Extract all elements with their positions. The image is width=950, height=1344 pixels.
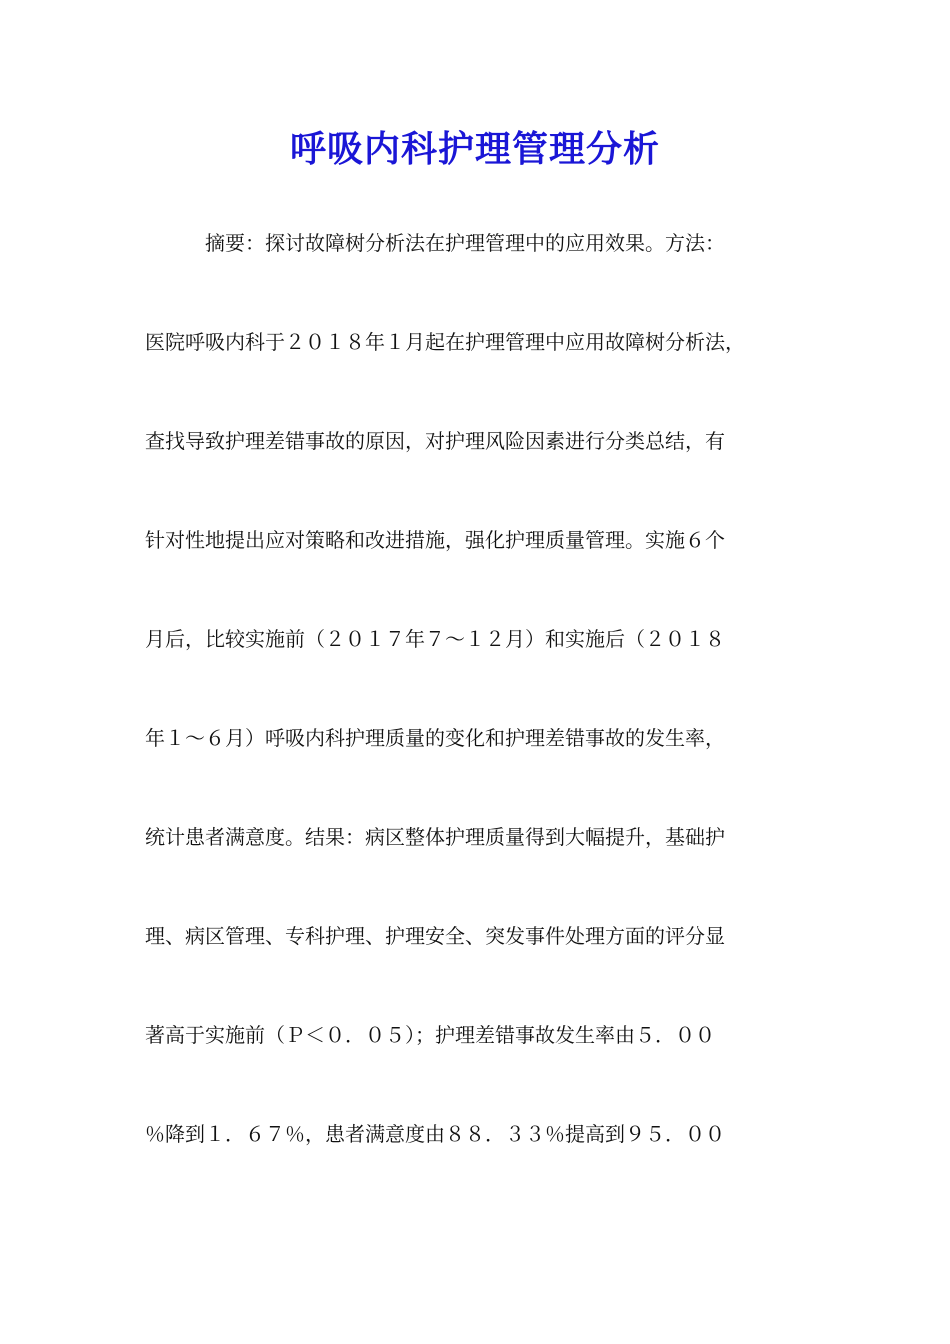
- document-title: 呼吸内科护理管理分析: [289, 129, 660, 170]
- text-line: 著高于实施前（Ｐ＜０．０５）；护理差错事故发生率由５．００: [145, 1023, 715, 1047]
- text-line: 年１～６月）呼吸内科护理质量的变化和护理差错事故的发生率，: [145, 726, 725, 750]
- text-line: 摘要：探讨故障树分析法在护理管理中的应用效果。方法：: [145, 231, 725, 255]
- text-line: 医院呼吸内科于２０１８年１月起在护理管理中应用故障树分析法，: [145, 330, 745, 354]
- text-line: 理、病区管理、专科护理、护理安全、突发事件处理方面的评分显: [145, 924, 725, 948]
- text-line: 针对性地提出应对策略和改进措施，强化护理质量管理。实施６个: [145, 528, 725, 552]
- document-body: [145, 216, 810, 1206]
- text-line: 查找导致护理差错事故的原因，对护理风险因素进行分类总结，有: [145, 429, 725, 453]
- text-line: 统计患者满意度。结果：病区整体护理质量得到大幅提升，基础护: [145, 825, 725, 849]
- text-line: 月后，比较实施前（２０１７年７～１２月）和实施后（２０１８: [145, 627, 725, 651]
- text-line: ％降到１．６７％，患者满意度由８８．３３％提高到９５．００: [145, 1122, 725, 1146]
